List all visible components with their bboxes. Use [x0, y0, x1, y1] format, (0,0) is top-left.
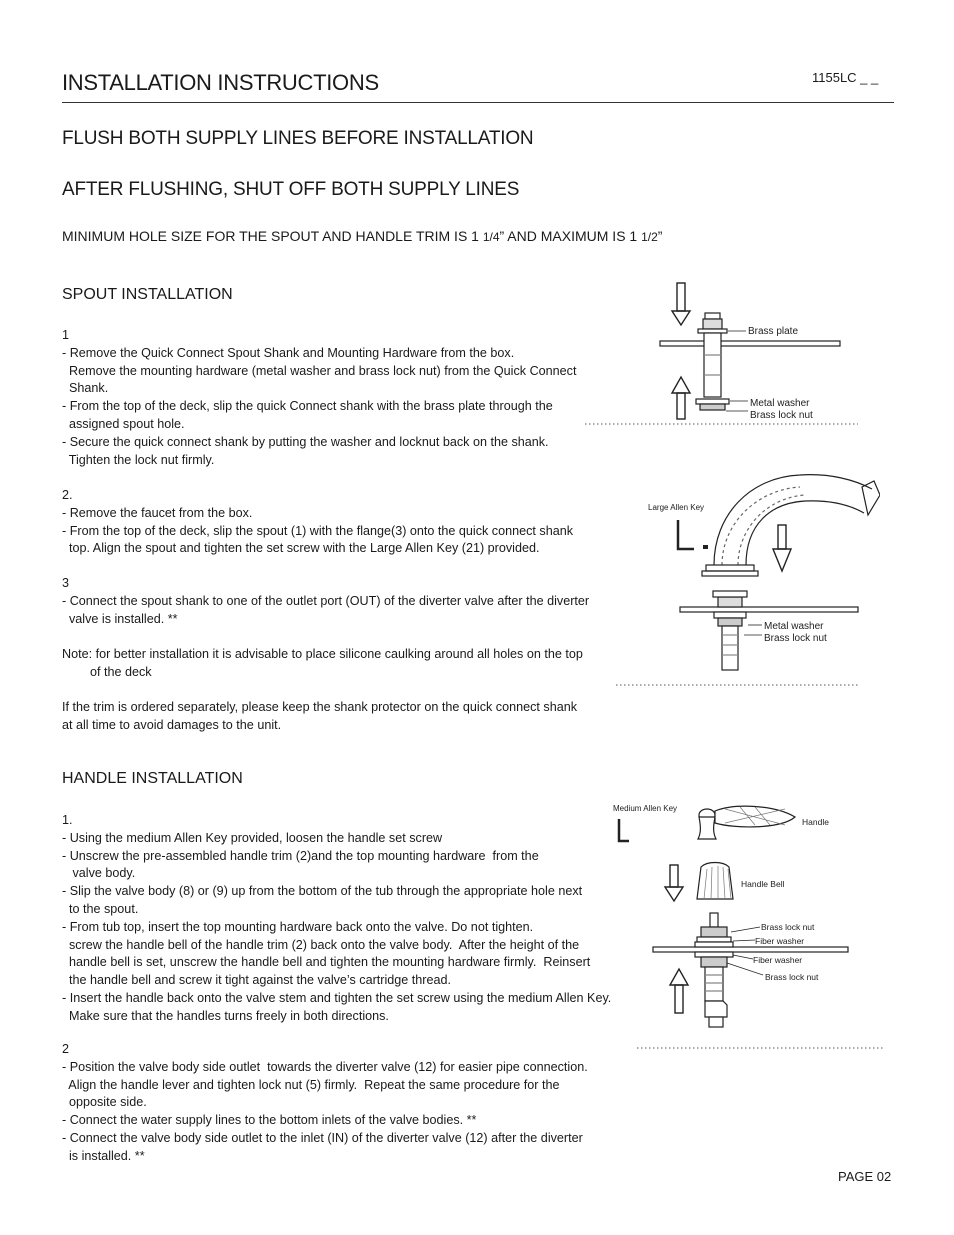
handle-step-2: 2 - Position the valve body side outlet towards the diverter valve (12) for easier pipe connection. Align the handle lever and tighten lock nut (5) firmly. Repeat the same procedure for the opposite side. - Connect the water supply lines to the bottom inlets of the valve bodies. ** - Connect the valve body side outlet to the inlet (IN) of the diverter valve (12) after the diverter is installed. ** — [62, 1042, 588, 1163]
page-title: INSTALLATION INSTRUCTIONS — [62, 70, 379, 95]
deck-plate — [653, 947, 848, 952]
brass-lock-nut-top-label: Brass lock nut — [761, 922, 815, 932]
up-arrow-icon — [672, 377, 690, 419]
spout — [702, 475, 880, 576]
brass-plate-label: Brass plate — [748, 326, 799, 337]
brass-lock-nut-label: Brass lock nut — [750, 410, 813, 421]
flush-notice: FLUSH BOTH SUPPLY LINES BEFORE INSTALLATION — [62, 128, 534, 149]
large-allen-key-label: Large Allen Key — [648, 503, 705, 512]
deck-plate — [660, 341, 840, 346]
up-arrow-icon — [670, 969, 688, 1013]
shut-off-notice: AFTER FLUSHING, SHUT OFF BOTH SUPPLY LINES — [62, 179, 520, 200]
header-rule — [62, 102, 894, 103]
spout-section-heading: SPOUT INSTALLATION — [62, 286, 233, 303]
metal-washer-label: Metal washer — [764, 621, 824, 632]
fiber-washer-top-label: Fiber washer — [755, 936, 805, 946]
brass-lock-nut-bottom-label: Brass lock nut — [765, 972, 819, 982]
shank — [696, 313, 729, 410]
fiber-washer-bottom-label: Fiber washer — [753, 955, 803, 965]
deck-plate — [680, 607, 858, 612]
page-number: PAGE 02 — [838, 1169, 892, 1184]
spout-note: Note: for better installation it is advisable to place silicone caulking around all holes on the top of the deck — [62, 647, 583, 679]
handle-diagram — [605, 795, 890, 1055]
medium-allen-key-icon — [619, 819, 629, 841]
metal-washer-label: Metal washer — [750, 398, 810, 409]
spout-step-3: 3 - Connect the spout shank to one of the outlet port (OUT) of the diverter valve after the diverter valve is installed. ** — [62, 576, 590, 626]
valve-body — [695, 913, 733, 1027]
handle-lever — [698, 806, 795, 839]
handle-section-heading: HANDLE INSTALLATION — [62, 770, 243, 787]
shank-diagram — [580, 275, 870, 430]
handle-label: Handle — [802, 817, 829, 827]
brass-lock-nut-label: Brass lock nut — [764, 633, 827, 644]
down-arrow-icon — [672, 283, 690, 325]
handle-step-1: 1. - Using the medium Allen Key provided, loosen the handle set screw - Unscrew the pre-assembled handle trim (2)and the top mounting hardware from the valve body. - Slip the valve body (8) or (9) up from the bottom of the tub through the appropriate hole next to the spout. - From tub top, insert the top mounting hardware back onto the valve. Do not tighten. screw the handle bell of the handle trim (2) back onto the valve body. After the height of the handle bell is set, unscrew the handle bell and tighten the mounting hardware firmly. Reinsert the handle bell and screw it tight against the valve’s cartridge thread. - Insert the handle back onto the valve stem and tighten the set screw using the medium Allen Key. Make sure that the handles turns freely in both directions. — [62, 813, 612, 1023]
medium-allen-key-label: Medium Allen Key — [613, 804, 678, 813]
spout-diagram — [610, 465, 880, 695]
down-arrow-icon — [665, 865, 683, 901]
handle-bell — [697, 863, 733, 900]
large-allen-key-icon — [678, 520, 694, 549]
quick-connect-shank — [713, 591, 747, 670]
hole-size-notice: MINIMUM HOLE SIZE FOR THE SPOUT AND HANDLE TRIM IS 1 1/4” AND MAXIMUM IS 1 1/2” — [62, 228, 663, 244]
down-arrow-icon — [773, 525, 791, 571]
model-number: 1155LC _ _ — [812, 70, 879, 85]
handle-bell-label: Handle Bell — [741, 879, 785, 889]
spout-step-1: 1 - Remove the Quick Connect Spout Shank and Mounting Hardware from the box. Remove the mounting hardware (metal washer and brass lock nut) from the Quick Connect Shank. - From the top of the deck, slip the quick Connect shank with the brass plate through the assigned spout hole. - Secure the quick connect shank by putting the washer and locknut back on the shank. Tighten the lock nut firmly. — [62, 328, 577, 467]
trim-note: If the trim is ordered separately, please keep the shank protector on the quick connect shank at all time to avoid damages to the unit. — [62, 700, 578, 732]
spout-step-2: 2. - Remove the faucet from the box. - From the top of the deck, slip the spout (1) with the flange(3) onto the quick connect shank top. Align the spout and tighten the set screw with the Large Allen Key (21) provided. — [62, 488, 574, 556]
